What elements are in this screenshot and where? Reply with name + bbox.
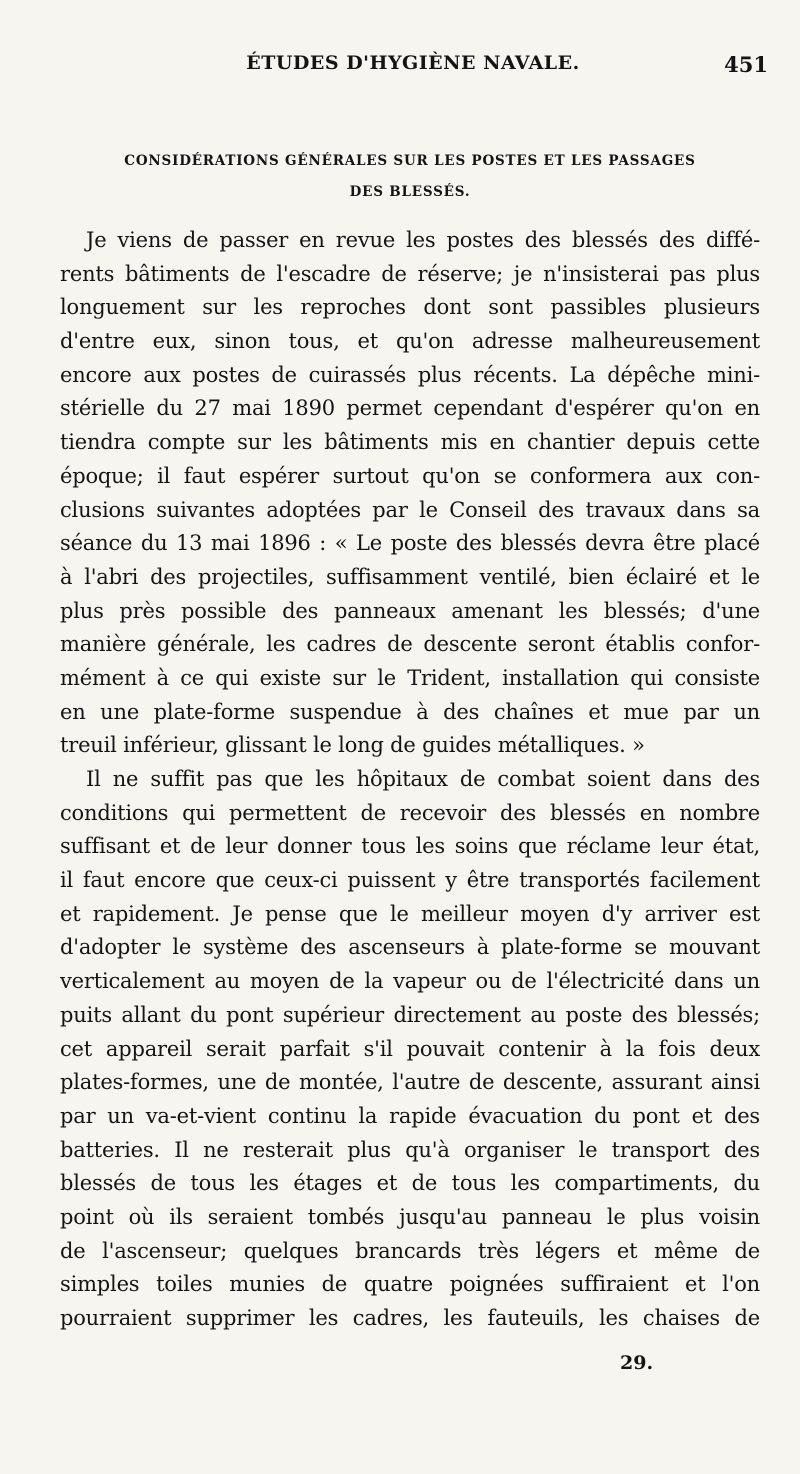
text-line: verticalement au moyen de la vapeur ou de l'électricité dans un [60,969,760,994]
text-line: rents bâtiments de l'escadre de réserve; je n'insisterai pas plus [60,261,760,286]
text-line: séance du 13 mai 1896 : « Le poste des blessés devra être placé [60,531,760,556]
section-heading-line: CONSIDÉRATIONS GÉNÉRALES SUR LES POSTES ET LES PASSAGES [124,153,696,169]
text-line: clusions suivantes adoptées par le Conseil des travaux dans sa [60,497,760,522]
text-line: à l'abri des projectiles, suffisamment ventilé, bien éclairé et le [60,564,760,589]
text-line: plates-formes, une de montée, l'autre de descente, assurant ainsi [60,1070,760,1095]
running-title: ÉTUDES D'HYGIÈNE NAVALE. [246,52,580,74]
text-line: Je viens de passer en revue les postes des blessés des diffé- [86,228,760,252]
text-line: cet appareil serait parfait s'il pouvait contenir à la fois deux [60,1036,760,1061]
body-text [60,224,760,1336]
text-line: en une plate-forme suspendue à des chaînes et mue par un [60,699,760,724]
section-heading-line: DES BLESSÉS. [349,184,471,200]
text-line: manière générale, les cadres de descente seront établis confor- [60,632,760,657]
text-line: longuement sur les reproches dont sont passibles plusieurs [60,295,760,320]
page-header [58,52,768,92]
text-line: treuil inférieur, glissant le long de guides métalliques. » [60,733,645,758]
text-line: d'entre eux, sinon tous, et qu'on adresse malheureusement [60,329,760,354]
text-line: conditions qui permettent de recevoir des blessés en nombre [60,800,760,825]
text-line: mément à ce qui existe sur le Trident, installation qui consiste [60,665,760,690]
page-number: 451 [724,52,768,77]
text-line: Il ne suffit pas que les hôpitaux de combat soient dans des [86,767,760,791]
text-line: de l'ascenseur; quelques brancards très légers et même de [60,1238,760,1263]
text-line: et rapidement. Je pense que le meilleur moyen d'y arriver est [60,901,760,926]
text-line: tiendra compte sur les bâtiments mis en chantier depuis cette [60,430,760,455]
text-line: d'adopter le système des ascenseurs à plate-forme se mouvant [60,935,760,960]
text-line: suffisant et de leur donner tous les soins que réclame leur état, [60,834,760,859]
text-line: il faut encore que ceux-ci puissent y être transportés facilement [60,868,760,893]
section-heading [90,146,730,208]
signature-mark: 29. [620,1352,654,1374]
text-line: blessés de tous les étages et de tous les compartiments, du [60,1171,760,1196]
text-line: encore aux postes de cuirassés plus récents. La dépêche mini- [60,362,760,387]
text-line: stérielle du 27 mai 1890 permet cependant d'espérer qu'on en [60,396,760,421]
text-line: époque; il faut espérer surtout qu'on se conformera aux con- [60,463,760,488]
text-line: simples toiles munies de quatre poignées suffiraient et l'on [60,1272,760,1297]
text-line: plus près possible des panneaux amenant les blessés; d'une [60,598,760,623]
text-line: par un va-et-vient continu la rapide évacuation du pont et des [60,1103,760,1128]
text-line: batteries. Il ne resterait plus qu'à organiser le transport des [60,1137,760,1162]
text-line: point où ils seraient tombés jusqu'au panneau le plus voisin [60,1204,760,1229]
text-line: puits allant du pont supérieur directement au poste des blessés; [60,1002,760,1027]
text-line: pourraient supprimer les cadres, les fauteuils, les chaises de [60,1306,760,1330]
